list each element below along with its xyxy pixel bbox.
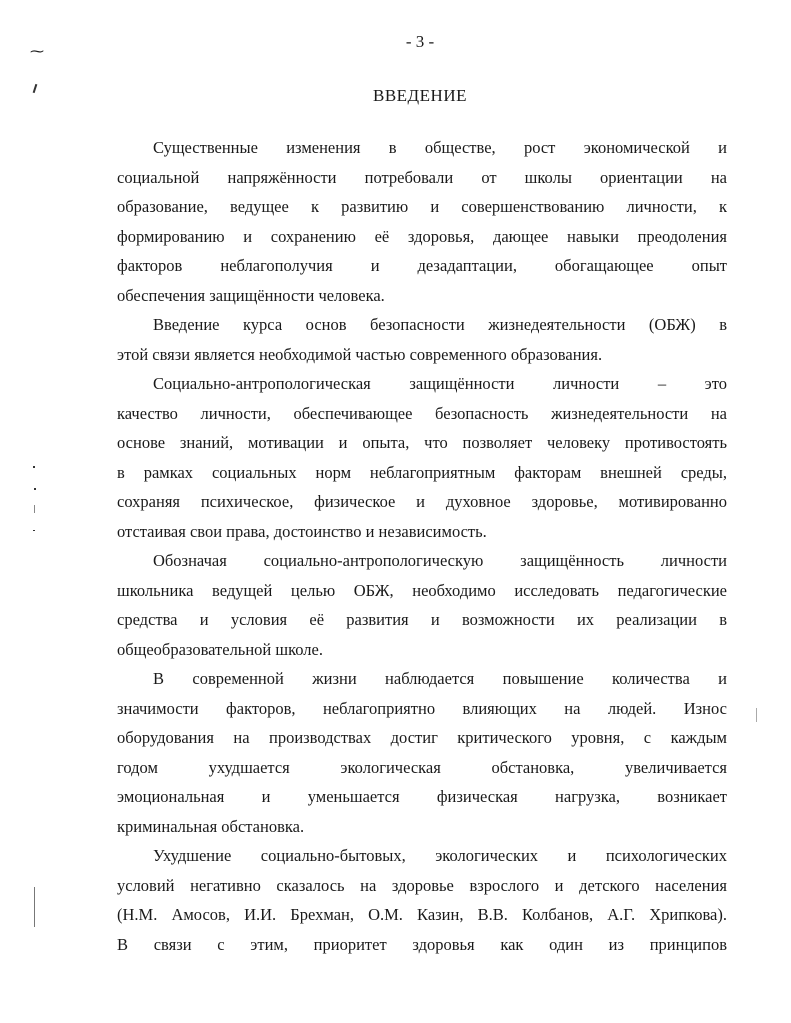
scan-mark (34, 505, 35, 513)
text-line: средства и условия её развития и возможности их реализации в (117, 610, 727, 629)
scan-mark (34, 887, 35, 927)
text-line: Ухудшение социально-бытовых, экологических и психологических (153, 846, 727, 865)
body-text (117, 133, 727, 959)
text-line: этой связи является необходимой частью современного образования. (117, 344, 603, 364)
scan-mark (33, 530, 35, 531)
text-line: факторов неблагополучия и дезадаптации, обогащающее опыт (117, 256, 727, 275)
text-line: школьника ведущей целью ОБЖ, необходимо исследовать педагогические (117, 580, 727, 600)
text-line: общеобразовательной школе. (117, 639, 323, 659)
scan-mark (34, 488, 36, 490)
text-line: основе знаний, мотивации и опыта, что позволяет человеку противостоять (117, 433, 727, 452)
text-line: обеспечения защищённости человека. (117, 285, 385, 305)
text-line: В связи с этим, приоритет здоровья как один из принципов (117, 934, 727, 954)
paragraph (117, 546, 727, 664)
text-line: качество личности, обеспечивающее безопасность жизнедеятельности на (117, 403, 727, 423)
text-line: оборудования на производствах достиг критического уровня, с каждым (117, 728, 727, 747)
text-line: криминальная обстановка. (117, 816, 305, 836)
paragraph (117, 369, 727, 546)
text-line: В современной жизни наблюдается повышение количества и (153, 669, 727, 688)
paragraph (117, 664, 727, 841)
text-line: в рамках социальных норм неблагоприятным факторам внешней среды, (117, 462, 727, 482)
text-line: Социально-антропологическая защищённости личности – это (153, 374, 727, 393)
text-line: (Н.М. Амосов, И.И. Брехман, О.М. Казин, В.В. Колбанов, А.Г. Хрипкова). (117, 905, 727, 924)
section-heading: ВВЕДЕНИЕ (373, 86, 467, 105)
paragraph (117, 310, 727, 369)
text-line: условий негативно сказалось на здоровье взрослого и детского населения (117, 875, 727, 895)
text-line: годом ухудшается экологическая обстановка, увеличивается (117, 757, 727, 777)
text-line: формированию и сохранению её здоровья, дающее навыки преодоления (117, 226, 727, 246)
text-line: Обозначая социально-антропологическую защищённость личности (153, 551, 727, 570)
scan-mark (756, 708, 757, 722)
text-line: социальной напряжённости потребовали от школы ориентации на (117, 167, 727, 187)
page-number: - 3 - (405, 32, 435, 51)
paragraph (117, 133, 727, 310)
paragraph (117, 841, 727, 959)
text-line: значимости факторов, неблагоприятно влияющих на людей. Износ (117, 698, 727, 718)
text-line: Существенные изменения в обществе, рост экономической и (153, 138, 727, 157)
text-line: образование, ведущее к развитию и совершенствованию личности, к (117, 197, 727, 216)
text-line: сохраняя психическое, физическое и духовное здоровье, мотивированно (117, 492, 727, 511)
text-line: отстаивая свои права, достоинство и независимость. (117, 521, 487, 541)
text-line: Введение курса основ безопасности жизнедеятельности (ОБЖ) в (153, 315, 727, 334)
text-line: эмоциональная и уменьшается физическая нагрузка, возникает (117, 787, 727, 806)
scan-mark (33, 466, 35, 468)
scan-mark: ⁓ (30, 45, 44, 60)
